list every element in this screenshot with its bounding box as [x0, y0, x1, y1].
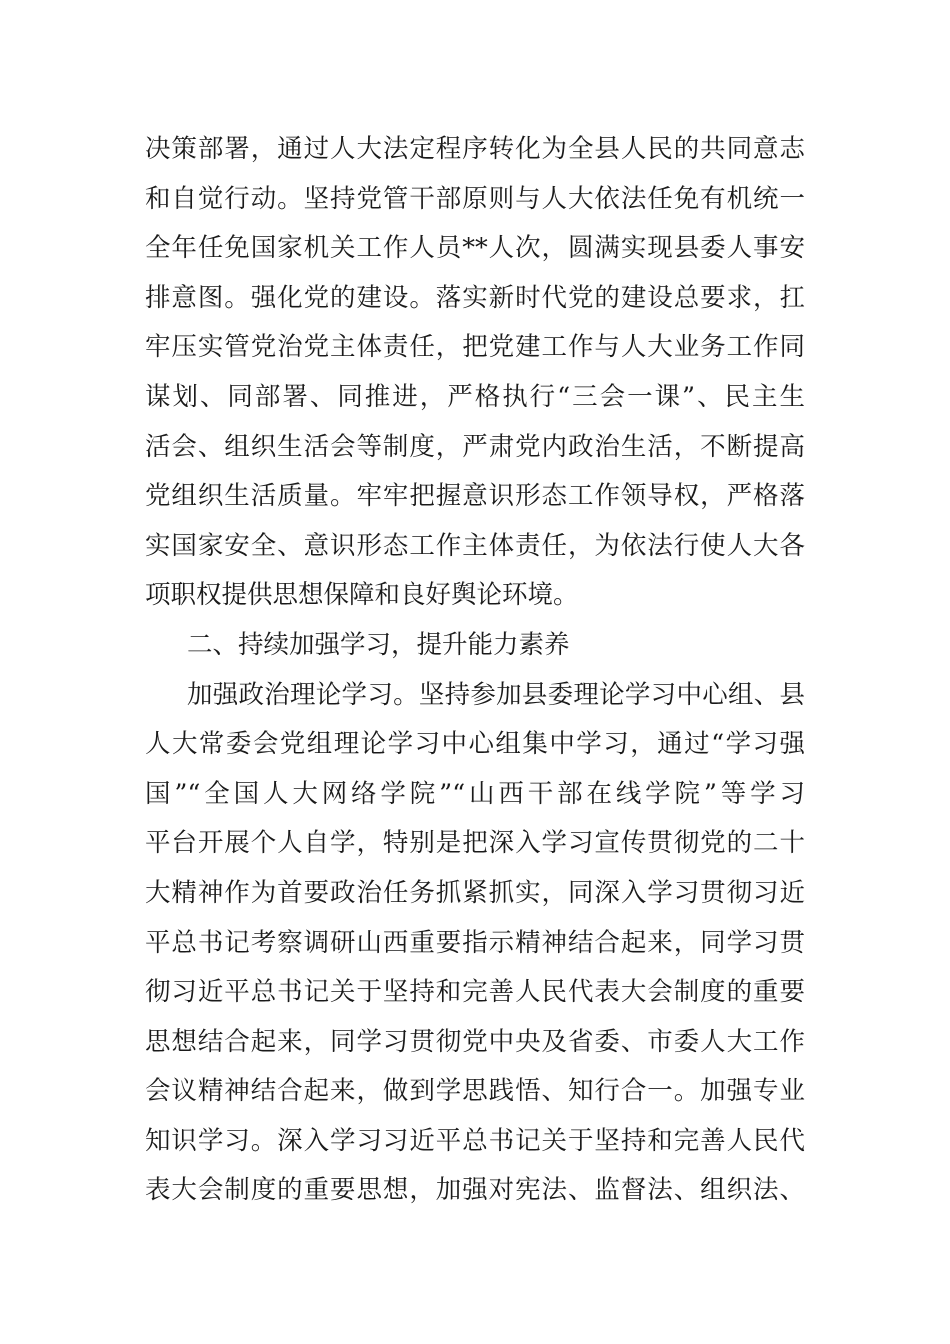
text-line: 思想结合起来，同学习贯彻党中央及省委、市委人大工作 — [145, 1026, 805, 1057]
text-line: 牢压实管党治党主体责任，把党建工作与人大业务工作同 — [145, 332, 805, 363]
text-line: 知识学习。深入学习习近平总书记关于坚持和完善人民代 — [145, 1125, 805, 1156]
text-line: 决策部署，通过人大法定程序转化为全县人民的共同意志 — [145, 134, 805, 164]
text-line: 加强政治理论学习。坚持参加县委理论学习中心组、县 — [187, 679, 805, 710]
text-line: 谋划、同部署、同推进，严格执行“三会一课”、民主生 — [145, 381, 805, 412]
text-line: 人大常委会党组理论学习中心组集中学习，通过“学习强 — [145, 729, 805, 760]
text-line: 大精神作为首要政治任务抓紧抓实，同深入学习贯彻习近 — [145, 877, 805, 908]
text-line: 排意图。强化党的建设。落实新时代党的建设总要求，扛 — [145, 282, 805, 313]
body-text — [145, 125, 805, 1216]
text-line: 实国家安全、意识形态工作主体责任，为依法行使人大各 — [145, 530, 805, 561]
text-line: 国”“全国人大网络学院”“山西干部在线学院”等学习 — [145, 778, 805, 809]
text-line: 平总书记考察调研山西重要指示精神结合起来，同学习贯 — [145, 927, 805, 958]
text-line: 和自觉行动。坚持党管干部原则与人大依法任免有机统一 — [145, 183, 805, 214]
text-line: 活会、组织生活会等制度，严肃党内政治生活，不断提高 — [145, 431, 805, 462]
text-line: 会议精神结合起来，做到学思践悟、知行合一。加强专业 — [145, 1076, 805, 1107]
text-line: 平台开展个人自学，特别是把深入学习宣传贯彻党的二十 — [145, 828, 805, 859]
section-heading: 二、持续加强学习，提升能力素养 — [187, 629, 570, 660]
text-line: 彻习近平总书记关于坚持和完善人民代表大会制度的重要 — [145, 977, 805, 1008]
text-line: 项职权提供思想保障和良好舆论环境。 — [145, 580, 579, 611]
text-line: 表大会制度的重要思想，加强对宪法、监督法、组织法、 — [145, 1175, 805, 1206]
text-line: 全年任免国家机关工作人员**人次，圆满实现县委人事安 — [145, 233, 805, 264]
text-line: 党组织生活质量。牢牢把握意识形态工作领导权，严格落 — [145, 481, 805, 512]
